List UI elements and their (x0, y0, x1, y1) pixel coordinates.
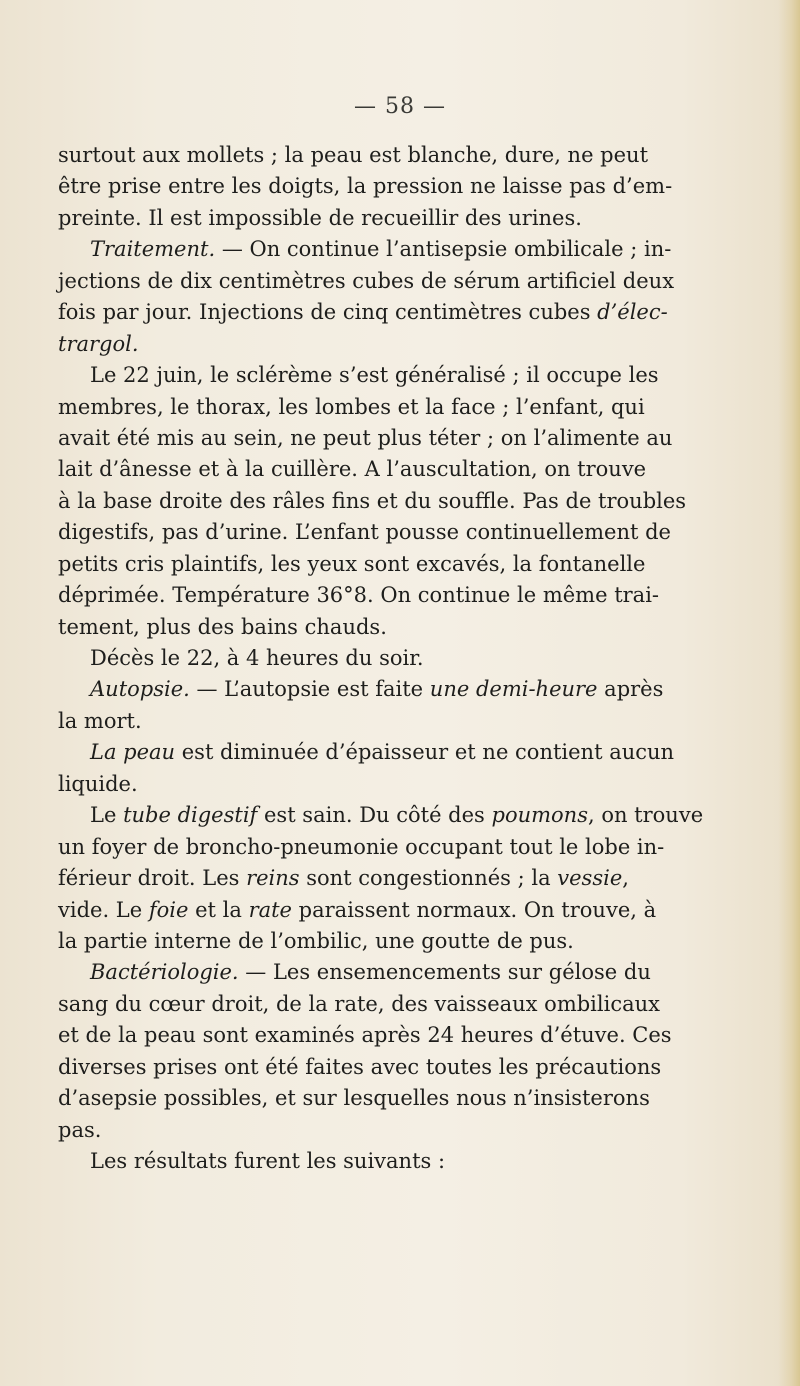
text-segment: , on trouve (587, 803, 704, 828)
text-line (58, 706, 798, 737)
text-segment: fois par jour. Injections de cinq centimètres cubes (58, 300, 598, 325)
text-segment: est sain. Du côté des (257, 803, 492, 828)
text-line (58, 454, 798, 485)
text-segment: digestifs, pas d’urine. L’enfant pousse continuellement de (58, 520, 671, 545)
text-segment: tement, plus des bains chauds. (58, 614, 387, 639)
italic-text: La peau (90, 740, 176, 765)
text-segment: férieur droit. Les (58, 866, 247, 891)
text-line (58, 360, 798, 391)
text-segment: preinte. Il est impossible de recueillir des urines. (58, 205, 582, 230)
text-line (58, 486, 798, 517)
text-line (58, 234, 798, 265)
text-segment: jections de dix centimètres cubes de sérum artificiel deux (58, 268, 675, 293)
italic-text: Bactériologie. (90, 960, 239, 985)
document-body (58, 140, 798, 1177)
text-segment: petits cris plaintifs, les yeux sont excavés, la fontanelle (58, 551, 646, 576)
text-line (58, 423, 798, 454)
text-segment: après (597, 677, 664, 702)
text-line (58, 926, 798, 957)
italic-text: foie (148, 897, 189, 922)
text-segment: — Les ensemencements sur gélose du (238, 960, 651, 985)
text-segment: Le 22 juin, le sclérème s’est généralisé ; il occupe les (90, 363, 659, 388)
text-line (58, 1020, 798, 1051)
text-segment: pas. (58, 1117, 102, 1142)
text-line (58, 171, 798, 202)
text-segment: un foyer de broncho-pneumonie occupant tout le lobe in- (58, 834, 665, 859)
text-line (58, 737, 798, 768)
text-line (58, 832, 798, 863)
italic-text: d’élec- (597, 300, 668, 325)
text-segment: et la (188, 897, 249, 922)
text-line (58, 674, 798, 705)
text-segment: vide. Le (58, 897, 149, 922)
text-segment: paraissent normaux. On trouve, à (292, 897, 657, 922)
text-segment: sont congestionnés ; la (299, 866, 558, 891)
text-segment: à la base droite des râles fins et du souffle. Pas de troubles (58, 488, 687, 513)
text-line (58, 895, 798, 926)
italic-text: Traitement. (90, 237, 216, 262)
text-line (58, 1083, 798, 1114)
text-segment: Décès le 22, à 4 heures du soir. (90, 646, 424, 670)
text-line (58, 517, 798, 548)
text-line (58, 140, 798, 171)
text-segment: — L’autopsie est faite (189, 677, 430, 702)
text-line (58, 612, 798, 643)
text-segment: la mort. (58, 708, 142, 733)
text-segment: surtout aux mollets ; la peau est blanche, dure, ne peut (58, 143, 649, 167)
text-line (58, 297, 798, 328)
text-segment: sang du cœur droit, de la rate, des vaisseaux ombilicaux (58, 991, 660, 1016)
page-number: — 58 — (354, 94, 446, 119)
text-line (58, 800, 798, 831)
text-segment: liquide. (58, 771, 138, 796)
italic-text: Autopsie. (90, 677, 190, 702)
italic-text: tube digestif (123, 803, 258, 828)
text-line (58, 1052, 798, 1083)
italic-text: poumons (491, 803, 588, 828)
text-line (58, 1115, 798, 1146)
text-line (58, 957, 798, 988)
text-line (58, 1146, 798, 1177)
text-segment: être prise entre les doigts, la pression ne laisse pas d’em- (58, 174, 673, 199)
text-segment: membres, le thorax, les lombes et la face ; l’enfant, qui (58, 394, 645, 419)
text-segment: Les résultats furent les suivants : (90, 1149, 446, 1173)
italic-text: rate (248, 897, 292, 922)
text-segment: d’asepsie possibles, et sur lesquelles nous n’insisterons (58, 1086, 650, 1111)
italic-text: reins (246, 866, 300, 891)
text-line (58, 989, 798, 1020)
text-line (58, 580, 798, 611)
text-segment: , (622, 866, 629, 891)
text-segment: et de la peau sont examinés après 24 heures d’étuve. Ces (58, 1023, 672, 1048)
text-line (58, 769, 798, 800)
text-segment: — On continue l’antisepsie ombilicale ; in- (215, 237, 672, 262)
text-line (58, 863, 798, 894)
text-segment: est diminuée d’épaisseur et ne contient aucun (175, 740, 675, 765)
text-line (58, 266, 798, 297)
text-segment: Le (90, 803, 124, 828)
text-segment: déprimée. Température 36°8. On continue le même trai- (58, 583, 660, 608)
text-line (58, 549, 798, 580)
text-line (58, 329, 798, 360)
text-segment: avait été mis au sein, ne peut plus téter ; on l’alimente au (58, 425, 673, 450)
italic-text: une demi-heure (429, 677, 598, 702)
italic-text: vessie (557, 866, 623, 891)
text-segment: la partie interne de l’ombilic, une goutte de pus. (58, 928, 574, 953)
text-segment: lait d’ânesse et à la cuillère. A l’auscultation, on trouve (58, 457, 647, 482)
text-line (58, 643, 798, 674)
text-line (58, 392, 798, 423)
text-line (58, 203, 798, 234)
italic-text: trargol. (58, 331, 139, 356)
text-segment: diverses prises ont été faites avec toutes les précautions (58, 1054, 662, 1079)
